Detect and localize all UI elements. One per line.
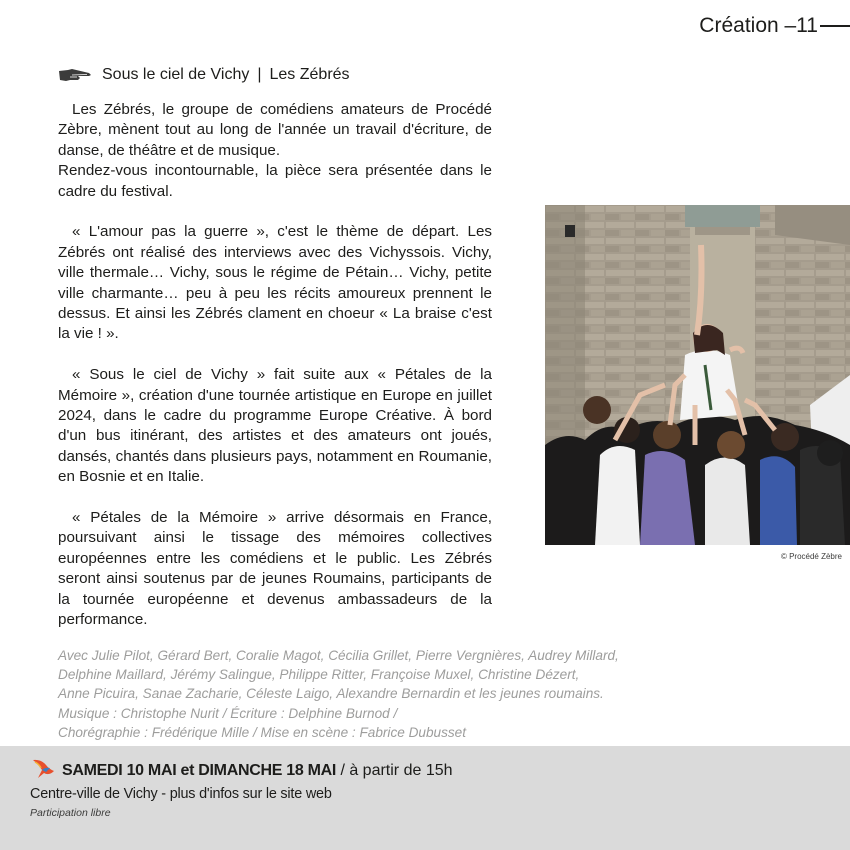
- show-title: [58, 66, 350, 84]
- cast-credits: [58, 646, 818, 742]
- cast-line: Avec Julie Pilot, Gérard Bert, Coralie Magot, Cécilia Grillet, Pierre Vergnières, Audrey Millard,: [58, 648, 619, 663]
- event-days: SAMEDI 10 MAI et DIMANCHE 18 MAI: [62, 762, 336, 779]
- admission-info: Participation libre: [30, 807, 111, 819]
- event-time: / à partir de 15h: [336, 762, 453, 779]
- event-dates: [62, 762, 453, 780]
- section-title: Création –11: [699, 14, 818, 37]
- photo-credit: © Procédé Zèbre: [780, 552, 842, 561]
- cast-line: Delphine Maillard, Jérémy Salingue, Philippe Ritter, Françoise Muxel, Christine Dézert,: [58, 667, 580, 683]
- paragraph-france: « Pétales de la Mémoire » arrive désormais en France, poursuivant ainsi le tissage des mémoires collectives européennes entre les comédiens et le public. Les Zébrés seront ainsi soutenus par de jeunes Roumains, participants de la tournée européenne et devenus ambassadeurs de la performance.: [58, 509, 492, 629]
- credits-line: Musique : Christophe Nurit / Écriture : Delphine Burnod /: [58, 705, 398, 721]
- article-body: [58, 100, 492, 651]
- title-separator: |: [257, 66, 262, 83]
- festival-bird-icon: [30, 756, 56, 782]
- event-location: Centre-ville de Vichy - plus d'infos sur le site web: [30, 786, 332, 802]
- performance-photo: [545, 205, 850, 545]
- paragraph-theme: « L'amour pas la guerre », c'est le thème de départ. Les Zébrés ont réalisé des interviews avec des Vichyssois. Vichy, ville thermale… Vichy, sous le régime de Pétain… Vichy, petite ville charmante… peu à peu les récits amoureux prennent le dessus. Et ainsi les Zébrés clament en choeur « La braise c'est la vie ! ».: [58, 223, 492, 343]
- cast-line: Anne Picuira, Sanae Zacharie, Céleste Laigo, Alexandre Bernardin et les jeunes roumains.: [58, 686, 604, 702]
- event-info-footer: [0, 746, 850, 850]
- section-header: [699, 14, 850, 38]
- group-name: Les Zébrés: [269, 66, 350, 83]
- show-name: Sous le ciel de Vichy: [102, 66, 250, 83]
- paragraph-intro: Les Zébrés, le groupe de comédiens amateurs de Procédé Zèbre, mènent tout au long de l'année un travail d'écriture, de danse, de théâtre et de musique.: [58, 101, 492, 159]
- paragraph-tour: « Sous le ciel de Vichy » fait suite aux « Pétales de la Mémoire », création d'une tournée artistique en Europe en juillet 2024, dans le cadre du programme Europe Créative. À bord d'un bus itinérant, des artistes et des amateurs ont joués, dansés, chantés dans plusieurs pays, notamment en Roumanie, en Bosnie et en Italie.: [58, 366, 492, 486]
- pointing-hand-icon: [58, 66, 92, 84]
- section-rule: [820, 25, 850, 27]
- paragraph-intro-continued: Rendez-vous incontournable, la pièce sera présentée dans le cadre du festival.: [58, 162, 492, 200]
- credits-line: Chorégraphie : Frédérique Mille / Mise en scène : Fabrice Dubusset: [58, 724, 467, 740]
